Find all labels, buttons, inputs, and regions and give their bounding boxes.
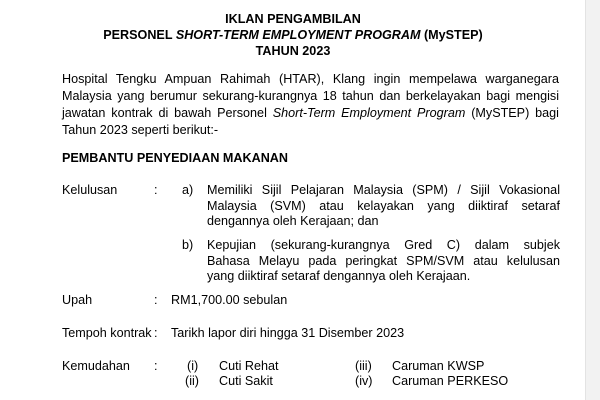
header-title: IKLAN PENGAMBILAN — [225, 12, 361, 26]
kemudahan-item-text: Caruman PERKESO — [392, 374, 509, 388]
kemudahan-item-marker: (iv) — [355, 374, 373, 388]
kemudahan-item-text: Cuti Sakit — [219, 374, 273, 388]
kelulusan-item-line: Malaysia (SVM) atau kelayakan yang diiktiraf setaraf — [207, 198, 560, 213]
upah-value: RM1,700.00 sebulan — [171, 293, 288, 307]
header-subtitle-italic: SHORT-TERM EMPLOYMENT PROGRAM — [175, 28, 421, 42]
kelulusan-item-line: Kepujian (sekurang-kurangnya Gred C) dalam subjek — [207, 238, 560, 252]
upah-label: Upah — [62, 293, 93, 307]
intro-line: Hospital Tengku Ampuan Rahimah (HTAR), Klang ingin mempelawa warganegara — [62, 72, 559, 86]
kelulusan-colon: : — [154, 183, 158, 197]
kemudahan-item-marker: (i) — [187, 359, 199, 373]
kemudahan-label: Kemudahan — [62, 359, 130, 373]
kemudahan-colon: : — [154, 359, 158, 373]
kemudahan-item-text: Cuti Rehat — [219, 359, 279, 373]
kemudahan-item-text: Caruman KWSP — [392, 359, 485, 373]
header-subtitle-prefix: PERSONEL — [103, 28, 176, 42]
kemudahan-item-marker: (iii) — [355, 359, 372, 373]
intro-line — [62, 105, 559, 122]
intro-line3-suffix: (MySTEP) bagi — [465, 106, 559, 120]
kelulusan-item-text — [207, 183, 560, 230]
page-edge-scrollbar[interactable] — [585, 0, 600, 400]
intro-line3-italic: Short-Term Employment Program — [272, 106, 466, 120]
kelulusan-label: Kelulusan — [62, 183, 118, 197]
intro-line3-prefix: jawatan kontrak di bawah Personel — [62, 106, 273, 120]
intro-line: Malaysia yang berumur sekurang-kurangnya 18 tahun dan berkelayakan bagi mengisi — [62, 89, 559, 103]
kemudahan-item-marker: (ii) — [185, 374, 199, 388]
header-year: TAHUN 2023 — [255, 44, 331, 58]
tempoh-value: Tarikh lapor diri hingga 31 Disember 2023 — [171, 326, 405, 340]
intro-paragraph — [62, 71, 559, 139]
kelulusan-item-line: Memiliki Sijil Pelajaran Malaysia (SPM) / Sijil Vokasional — [207, 183, 560, 197]
intro-line: Tahun 2023 seperti berikut:- — [62, 123, 219, 137]
kelulusan-item-marker: a) — [182, 183, 194, 197]
kelulusan-item-line: dengannya oleh Kerajaan; dan — [207, 214, 379, 228]
tempoh-label: Tempoh kontrak — [62, 326, 152, 340]
kelulusan-item-line: Bahasa Melayu pada peringkat SPM/SVM atau kelulusan — [207, 253, 560, 268]
header-subtitle — [0, 28, 586, 43]
kelulusan-item-line: yang diiktiraf setaraf dengannya oleh Kerajaan. — [207, 269, 471, 283]
kelulusan-item-marker: b) — [182, 238, 194, 252]
tempoh-colon: : — [154, 326, 158, 340]
upah-colon: : — [154, 293, 158, 307]
kelulusan-item-text — [207, 238, 560, 285]
position-title: PEMBANTU PENYEDIAAN MAKANAN — [62, 151, 288, 165]
header-subtitle-suffix: (MySTEP) — [420, 28, 483, 42]
